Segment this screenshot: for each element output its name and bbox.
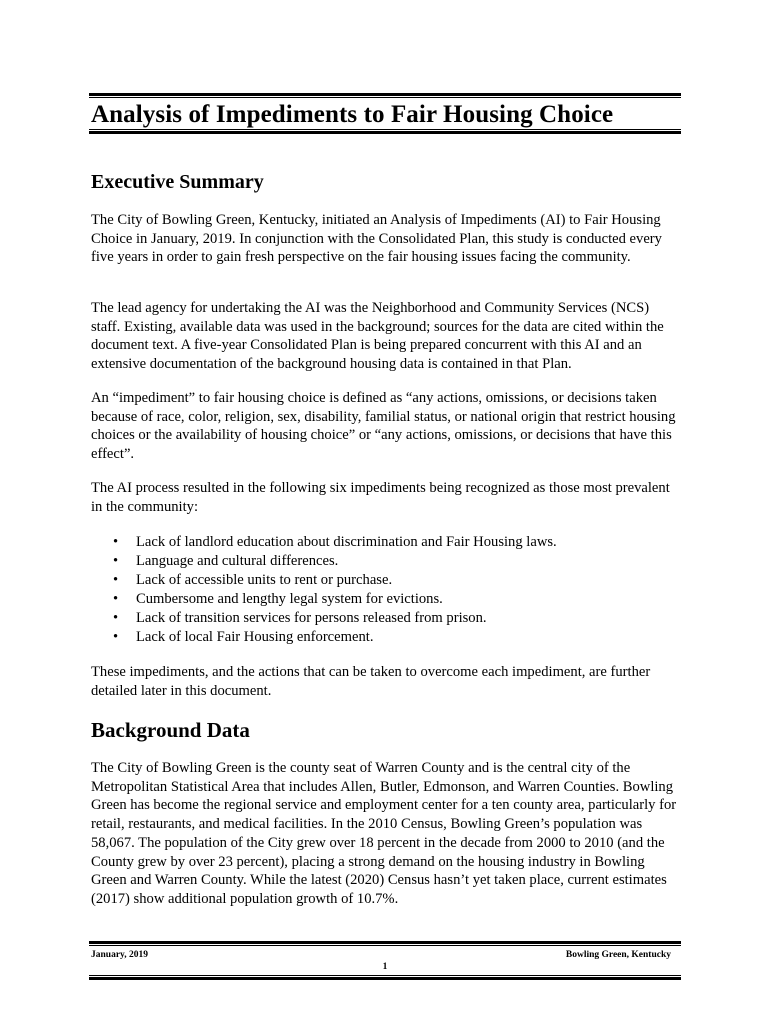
paragraph: The City of Bowling Green is the county seat of Warren County and is the central city of the Metropolitan Statistical Area that includes Allen, Butler, Edmonson, and Warren Counties. Bowling Green has become the regional service and employment center for a ten county area, particularly for retail, restaurants, and medical facilities. In the 2010 Census, Bowling Green’s population was 58,067. The population of the City grew over 18 percent in the decade from 2000 to 2010 (and the County grew by over 23 percent), placing a strong demand on the housing industry in Bowling Green and Warren County. While the latest (2020) Census hasn’t yet taken place, current estimates (2017) show additional population growth of 10.7%. [91,760,677,907]
list-item-text: Lack of local Fair Housing enforcement. [136,629,374,645]
document-title: Analysis of Impediments to Fair Housing Choice [91,101,614,128]
bullet-icon: • [113,610,119,626]
footer-rule-top-thin [89,945,681,946]
title-rule-top [89,93,681,96]
list-item [91,628,557,647]
list-item [91,590,557,609]
background-data-heading: Background Data [91,718,250,742]
title-rule-bottom [89,131,681,134]
title-rule-top-thin [89,97,681,98]
bullet-icon: • [113,553,119,569]
footer-date: January, 2019 [91,950,149,960]
bullet-icon: • [113,629,119,645]
footer-location: Bowling Green, Kentucky [565,950,671,960]
impediments-list [91,533,557,647]
list-item [91,533,557,552]
paragraph: These impediments, and the actions that can be taken to overcome each impediment, are further detailed later in this document. [91,664,651,699]
footer-rule-bottom-thin [89,975,681,976]
paragraph: An “impediment” to fair housing choice is defined as “any actions, omissions, or decisions taken because of race, color, religion, sex, disability, familial status, or national origin that restrict housing choices or the availability of housing choice” or “any actions, omissions, or decisions that have this effect”. [91,390,676,463]
paragraph: The City of Bowling Green, Kentucky, initiated an Analysis of Impediments (AI) to Fair Housing Choice in January, 2019. In conjunction with the Consolidated Plan, this study is conducted every five years in order to gain fresh perspective on the fair housing issues facing the community. [91,212,662,266]
bullet-icon: • [113,534,119,550]
list-item-text: Lack of accessible units to rent or purchase. [136,572,393,588]
bullet-icon: • [113,572,119,588]
list-item [91,571,557,590]
paragraph: The AI process resulted in the following six impediments being recognized as those most prevalent in the community: [91,480,670,515]
paragraph: The lead agency for undertaking the AI was the Neighborhood and Community Services (NCS) staff. Existing, available data was used in the background; sources for the data are cited within the document text. A five-year Consolidated Plan is being prepared concurrent with this AI and an extensive documentation of the background housing data is contained in that Plan. [91,300,664,373]
title-rule-bottom-thin [89,129,681,130]
list-item-text: Lack of landlord education about discrimination and Fair Housing laws. [136,534,557,550]
bullet-icon: • [113,591,119,607]
page-number: 1 [382,962,388,972]
list-item-text: Lack of transition services for persons released from prison. [136,610,487,626]
list-item [91,552,557,571]
executive-summary-heading: Executive Summary [91,171,264,193]
list-item-text: Language and cultural differences. [136,553,339,569]
list-item-text: Cumbersome and lengthy legal system for evictions. [136,591,443,607]
footer-rule-top [89,941,681,944]
footer-rule-bottom [89,977,681,980]
list-item [91,609,557,628]
